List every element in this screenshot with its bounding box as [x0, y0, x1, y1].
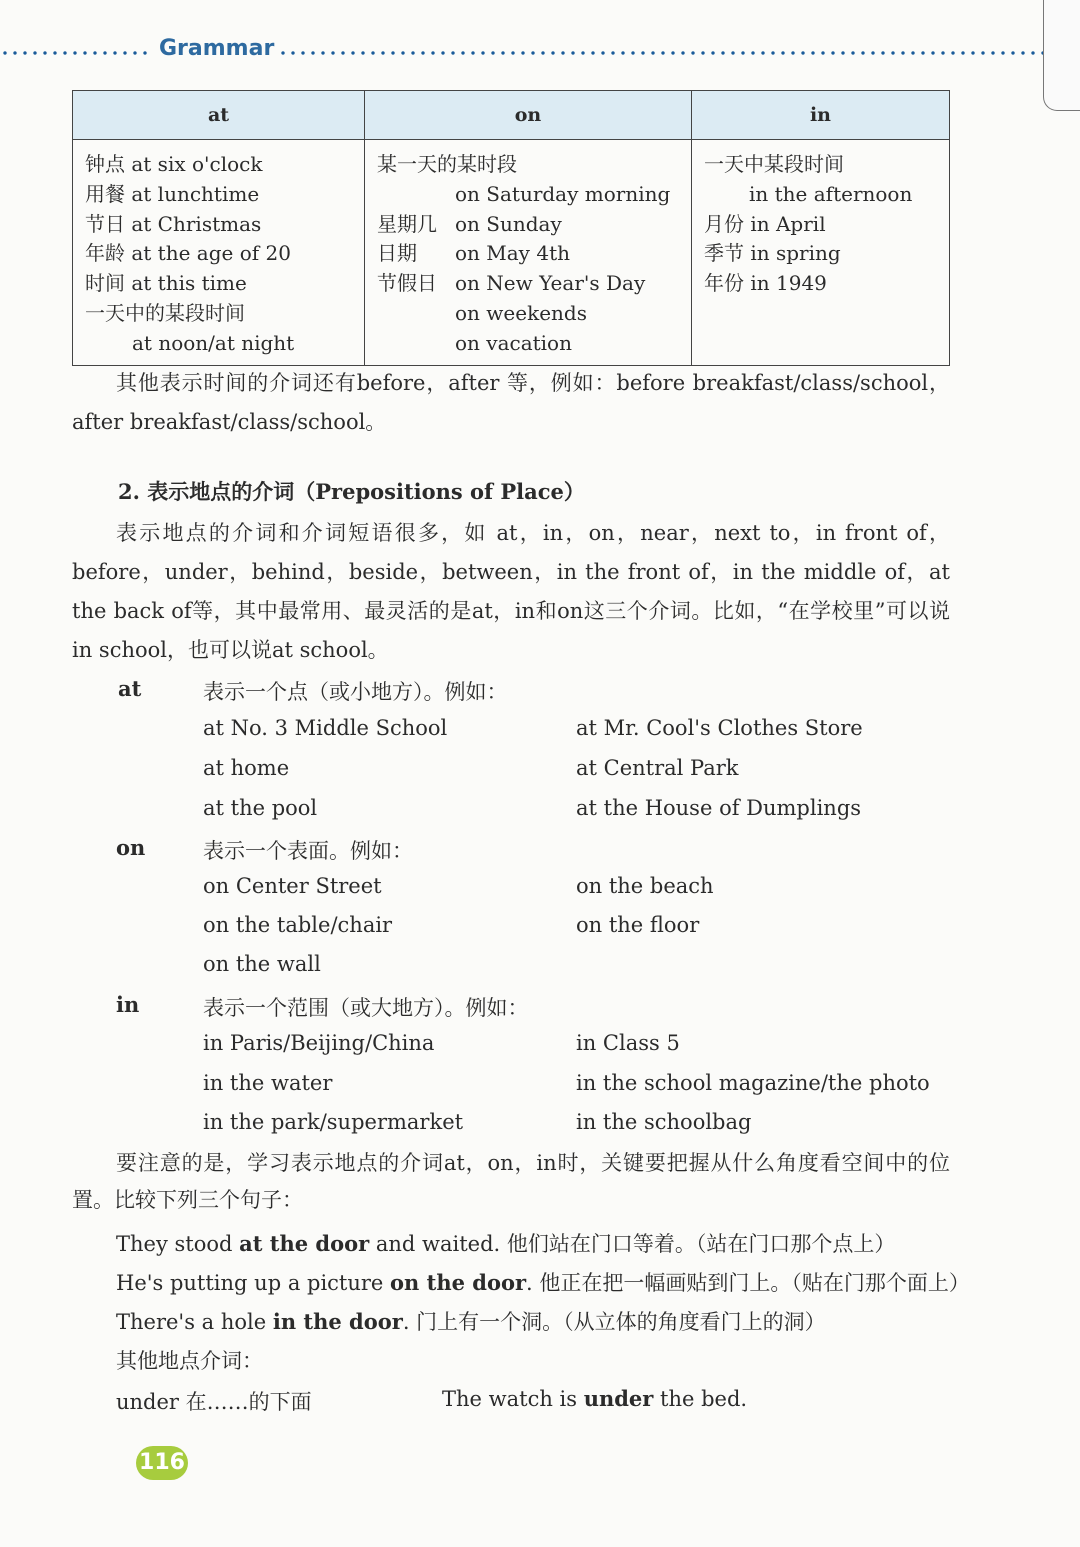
time-prepositions-table [72, 90, 950, 366]
at-item: 节日 at Christmas [85, 211, 262, 236]
example-sentence [116, 1306, 826, 1336]
on-item-example: on vacation [455, 330, 572, 355]
example-text: The watch is [442, 1387, 584, 1411]
keyword-at: at [118, 676, 142, 701]
header-dots-right [278, 51, 1048, 55]
note-paragraph: 要注意的是，学习表示地点的介词at，on，in时，关键要把握从什么角度看空间中的位置。比较下列三个句子： [72, 1151, 950, 1212]
keyword-in: in [116, 992, 140, 1017]
on-example-left: on the wall [203, 952, 321, 976]
at-item: 一天中的某段时间 [85, 300, 245, 325]
at-item: at noon/at night [132, 330, 295, 355]
example-text: They stood [116, 1232, 240, 1256]
in-description: 表示一个范围（或大地方）。例如： [203, 996, 529, 1020]
on-description: 表示一个表面。例如： [203, 839, 413, 863]
in-column [692, 140, 950, 366]
in-example-left: in the park/supermarket [203, 1110, 464, 1134]
other-place-label: 其他地点介词： [116, 1349, 263, 1373]
on-item-label: 日期 [377, 241, 417, 266]
on-item-example: on New Year's Day [455, 271, 646, 296]
example-bold: under [583, 1386, 654, 1411]
header-in: in [692, 91, 950, 140]
on-item [377, 269, 679, 299]
on-item-example: on Sunday [455, 211, 562, 236]
on-item-example: on weekends [455, 300, 587, 325]
at-item: 用餐 at lunchtime [85, 181, 260, 206]
example-text: . 他正在把一幅画贴到门上。（贴在门那个面上） [526, 1271, 970, 1295]
example-sentence [116, 1267, 970, 1297]
example-text: . 门上有一个洞。（从立体的角度看门上的洞） [402, 1310, 826, 1334]
on-example-left: on Center Street [203, 874, 382, 898]
example-text: the bed. [653, 1387, 748, 1411]
example-text: He's putting up a picture [116, 1271, 391, 1295]
page-header [0, 34, 1080, 70]
section-title: 2. 表示地点的介词（Prepositions of Place） [118, 479, 585, 504]
in-example-right: in Class 5 [576, 1031, 680, 1055]
at-description: 表示一个点（或小地方）。例如： [203, 680, 508, 704]
on-item [377, 329, 679, 359]
example-bold: at the door [239, 1231, 370, 1256]
at-example-right: at Mr. Cool's Clothes Store [576, 716, 863, 740]
at-item: 年龄 at the age of 20 [85, 241, 291, 266]
at-example-right: at the House of Dumplings [576, 796, 862, 820]
on-item-example: on Saturday morning [455, 181, 671, 206]
in-item: 季节 in spring [704, 241, 841, 266]
at-example-left: at home [203, 756, 290, 780]
in-item: in the afternoon [749, 181, 913, 206]
example-bold: on the door [390, 1270, 527, 1295]
on-example-left: on the table/chair [203, 913, 393, 937]
header-title: Grammar [159, 36, 275, 61]
in-example-right: in the school magazine/the photo [576, 1071, 930, 1095]
at-example-right: at Central Park [576, 756, 739, 780]
on-item-label: 节假日 [377, 271, 437, 296]
example-text: and waited. 他们站在门口等着。（站在门口那个点上） [369, 1232, 896, 1256]
in-example-left: in Paris/Beijing/China [203, 1031, 435, 1055]
on-item [377, 210, 679, 240]
on-item-label: 星期几 [377, 211, 437, 236]
at-item: 时间 at this time [85, 271, 247, 296]
header-dots-left [0, 51, 150, 55]
in-item: 月份 in April [704, 211, 826, 236]
header-at: at [73, 91, 365, 140]
page-number: 116 [136, 1446, 188, 1480]
on-item-label: 某一天的某时段 [377, 152, 517, 176]
page-corner-tab [1043, 0, 1080, 111]
section-intro: 表示地点的介词和介词短语很多，如 at，in，on，near，next to，in front of，before，under，behind，beside，between，in the front of，in the middle of，at the back of等，其中最常用、最灵活的是at，in和on这三个介词。比如，“在学校里”可以说in school，也可以说at school。 [72, 521, 950, 662]
table-header-row [73, 91, 950, 140]
on-example-right: on the beach [576, 874, 714, 898]
at-example-left: at No. 3 Middle School [203, 716, 448, 740]
table-row [73, 140, 950, 366]
other-time-paragraph: 其他表示时间的介词还有before，after 等，例如：before breakfast/class/school，after breakfast/class/school。 [72, 371, 950, 434]
example-text: There's a hole [116, 1310, 273, 1334]
keyword-on: on [116, 835, 146, 860]
header-on: on [365, 91, 692, 140]
in-example-left: in the water [203, 1071, 333, 1095]
in-item: 年份 in 1949 [704, 271, 827, 296]
example-bold: in the door [272, 1309, 403, 1334]
on-item [377, 299, 679, 329]
under-term: under 在……的下面 [116, 1390, 312, 1414]
under-example [442, 1386, 747, 1411]
example-sentence [116, 1228, 895, 1258]
on-example-right: on the floor [576, 913, 700, 937]
in-example-right: in the schoolbag [576, 1110, 752, 1134]
in-item: 一天中某段时间 [704, 152, 844, 176]
at-column [73, 140, 365, 366]
at-item: 钟点 at six o'clock [85, 152, 263, 176]
on-item-example: on May 4th [455, 241, 570, 266]
at-example-left: at the pool [203, 796, 318, 820]
on-item [377, 239, 679, 269]
on-column [365, 140, 692, 366]
